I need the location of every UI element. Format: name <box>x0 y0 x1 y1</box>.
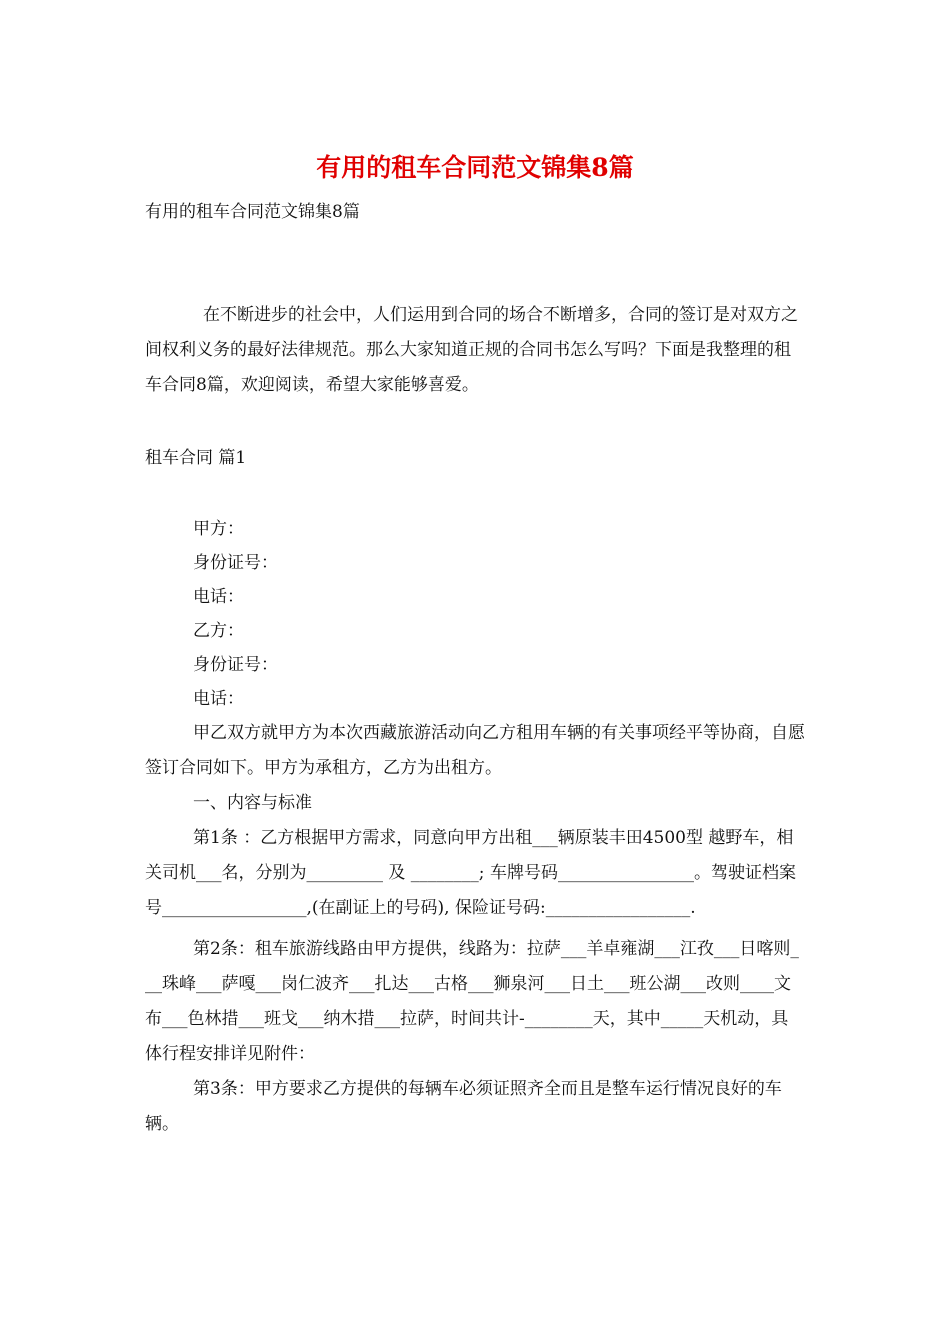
contract-body <box>145 716 805 1142</box>
document-title: 有用的租车合同范文锦集8篇 <box>316 153 634 182</box>
section-heading: 租车合同 篇1 <box>145 448 247 468</box>
agreement-paragraph: 甲乙双方就甲方为本次西藏旅游活动向乙方租用车辆的有关事项经平等协商，自愿签订合同如下。甲方为承租方，乙方为出租方。 <box>145 723 805 778</box>
clause-2: 第2条：租车旅游线路由甲方提供，线路为：拉萨___羊卓雍湖___江孜___日喀则___珠峰___萨嘎___岗仁波齐___扎达___古格___狮泉河___日土___班公湖___改则____文布___色林措___班戈___纳木措___拉萨，时间共计-________天，其中_____天机动，具体行程安排详见附件： <box>145 939 799 1064</box>
clause-3: 第3条：甲方要求乙方提供的每辆车必须证照齐全而且是整车运行情况良好的车辆。 <box>145 1079 782 1134</box>
intro-paragraph: 在不断进步的社会中，人们运用到合同的场合不断增多，合同的签订是对双方之间权利义务的最好法律规范。那么大家知道正规的合同书怎么写吗？下面是我整理的租车合同8篇，欢迎阅读，希望大家能够喜爱。 <box>145 305 798 395</box>
party-a-phone-label: 电话： <box>193 587 244 607</box>
party-fields <box>193 512 278 716</box>
party-b-phone-label: 电话： <box>193 689 244 709</box>
party-a-id-label: 身份证号： <box>193 553 278 573</box>
document-subtitle: 有用的租车合同范文锦集8篇 <box>145 202 360 222</box>
party-b-label: 乙方： <box>193 621 244 641</box>
party-b-id-label: 身份证号： <box>193 655 278 675</box>
clause-1: 第1条 ：乙方根据甲方需求，同意向甲方出租___辆原装丰田4500型 越野车，相关司机___名，分别为_________ 及 ________; 车牌号码________________。驾驶证档案号_________________,(在副证上的号码), 保险证号码:_________________. <box>145 828 796 918</box>
clause-heading: 一、内容与标准 <box>193 793 312 813</box>
party-a-label: 甲方： <box>193 519 244 539</box>
